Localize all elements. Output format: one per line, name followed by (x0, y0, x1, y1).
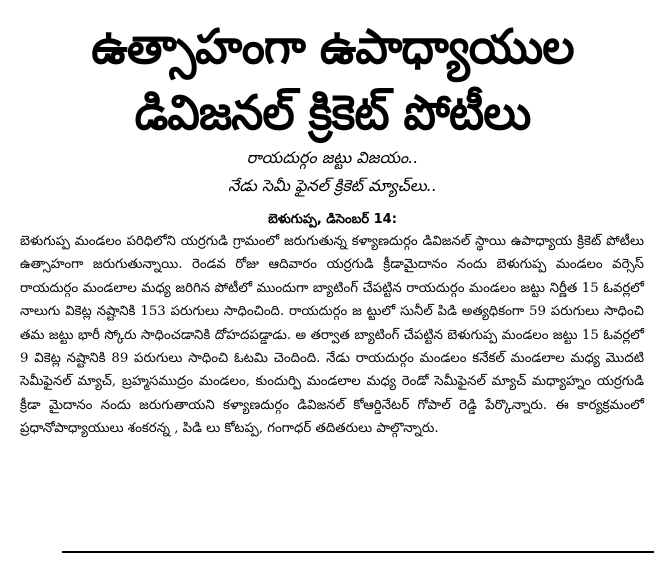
subheadline-line-1: రాయదుర్గం జట్టు విజయం.. (246, 148, 419, 167)
subheadline (60, 144, 605, 200)
subheadline-line-2: నేడు సెమీ ఫైనల్ క్రికెట్ మ్యాచ్‌లు.. (228, 176, 437, 195)
article-body: బెళుగుప్ప మండలం పరిధిలోని యర్రగుడి గ్రామంలో జరుగుతున్న కళ్యాణదుర్గం డివిజనల్ స్థాయి ఉపాధ్యాయ క్రికెట్ పోటీలు ఉత్సాహంగా జరుగుతున్నాయి. రెండవ రోజు ఆదివారం యర్రగుడి క్రీడామైదానం నందు బెళుగుప్ప మండలం వర్సెస్ రాయదుర్గం మండలాల మధ్య జరిగిన పోటీలో ముందుగా బ్యాటింగ్ చేపట్టిన రాయదుర్గం మండలం జట్టు నిర్ణీత 15 ఓవర్లలో నాలుగు వికెట్ల నష్టానికి 153 పరుగులు సాధించింది. రాయదుర్గం జ ట్టులో సునీల్ పిడి అత్యధికంగా 59 పరుగులు సాధించి తమ జట్టు భారీ స్కోరు సాధించడానికి దోహదపడ్డాడు. అ తర్వాత బ్యాటింగ్ చేపట్టిన బెళుగుప్ప మండలం జట్టు 15 ఓవర్లలో 9 వికెట్ల నష్టానికి 89 పరుగులు సాధించి ఓటమి చెందింది. నేడు రాయదుర్గం మండలం కనేకల్ మండలాల మధ్య మొదటి సెమీఫైనల్ మ్యాచ్, బ్రహ్మసముద్రం మండలం, కుందుర్పి మండలాల మధ్య రెండో సెమీఫైనల్ మ్యాచ్ మధ్యాహ్నం యర్రగుడి క్రీడా మైదానం నందు జరుగుతాయని కళ్యాణదుర్గం డివిజనల్ కోఆర్డినేటర్ గోపాల్ రెడ్డి పేర్కొన్నారు. ఈ కార్యక్రమంలో ప్రధానోపాధ్యాయులు శంకరన్న , పిడి లు కోటప్ప, గంగాధర్ తదితరులు పాల్గొన్నారు. (20, 234, 644, 437)
headline-line-2: డివిజనల్ క్రికెట్ పోటీలు (134, 85, 531, 141)
headline (36, 14, 630, 146)
headline-line-1: ఉత్సాహంగా ఉపాధ్యాయుల (91, 19, 574, 75)
dateline: బెళుగుప్ప, డిసెంబర్ 14: (268, 212, 397, 227)
bottom-divider (62, 551, 654, 553)
